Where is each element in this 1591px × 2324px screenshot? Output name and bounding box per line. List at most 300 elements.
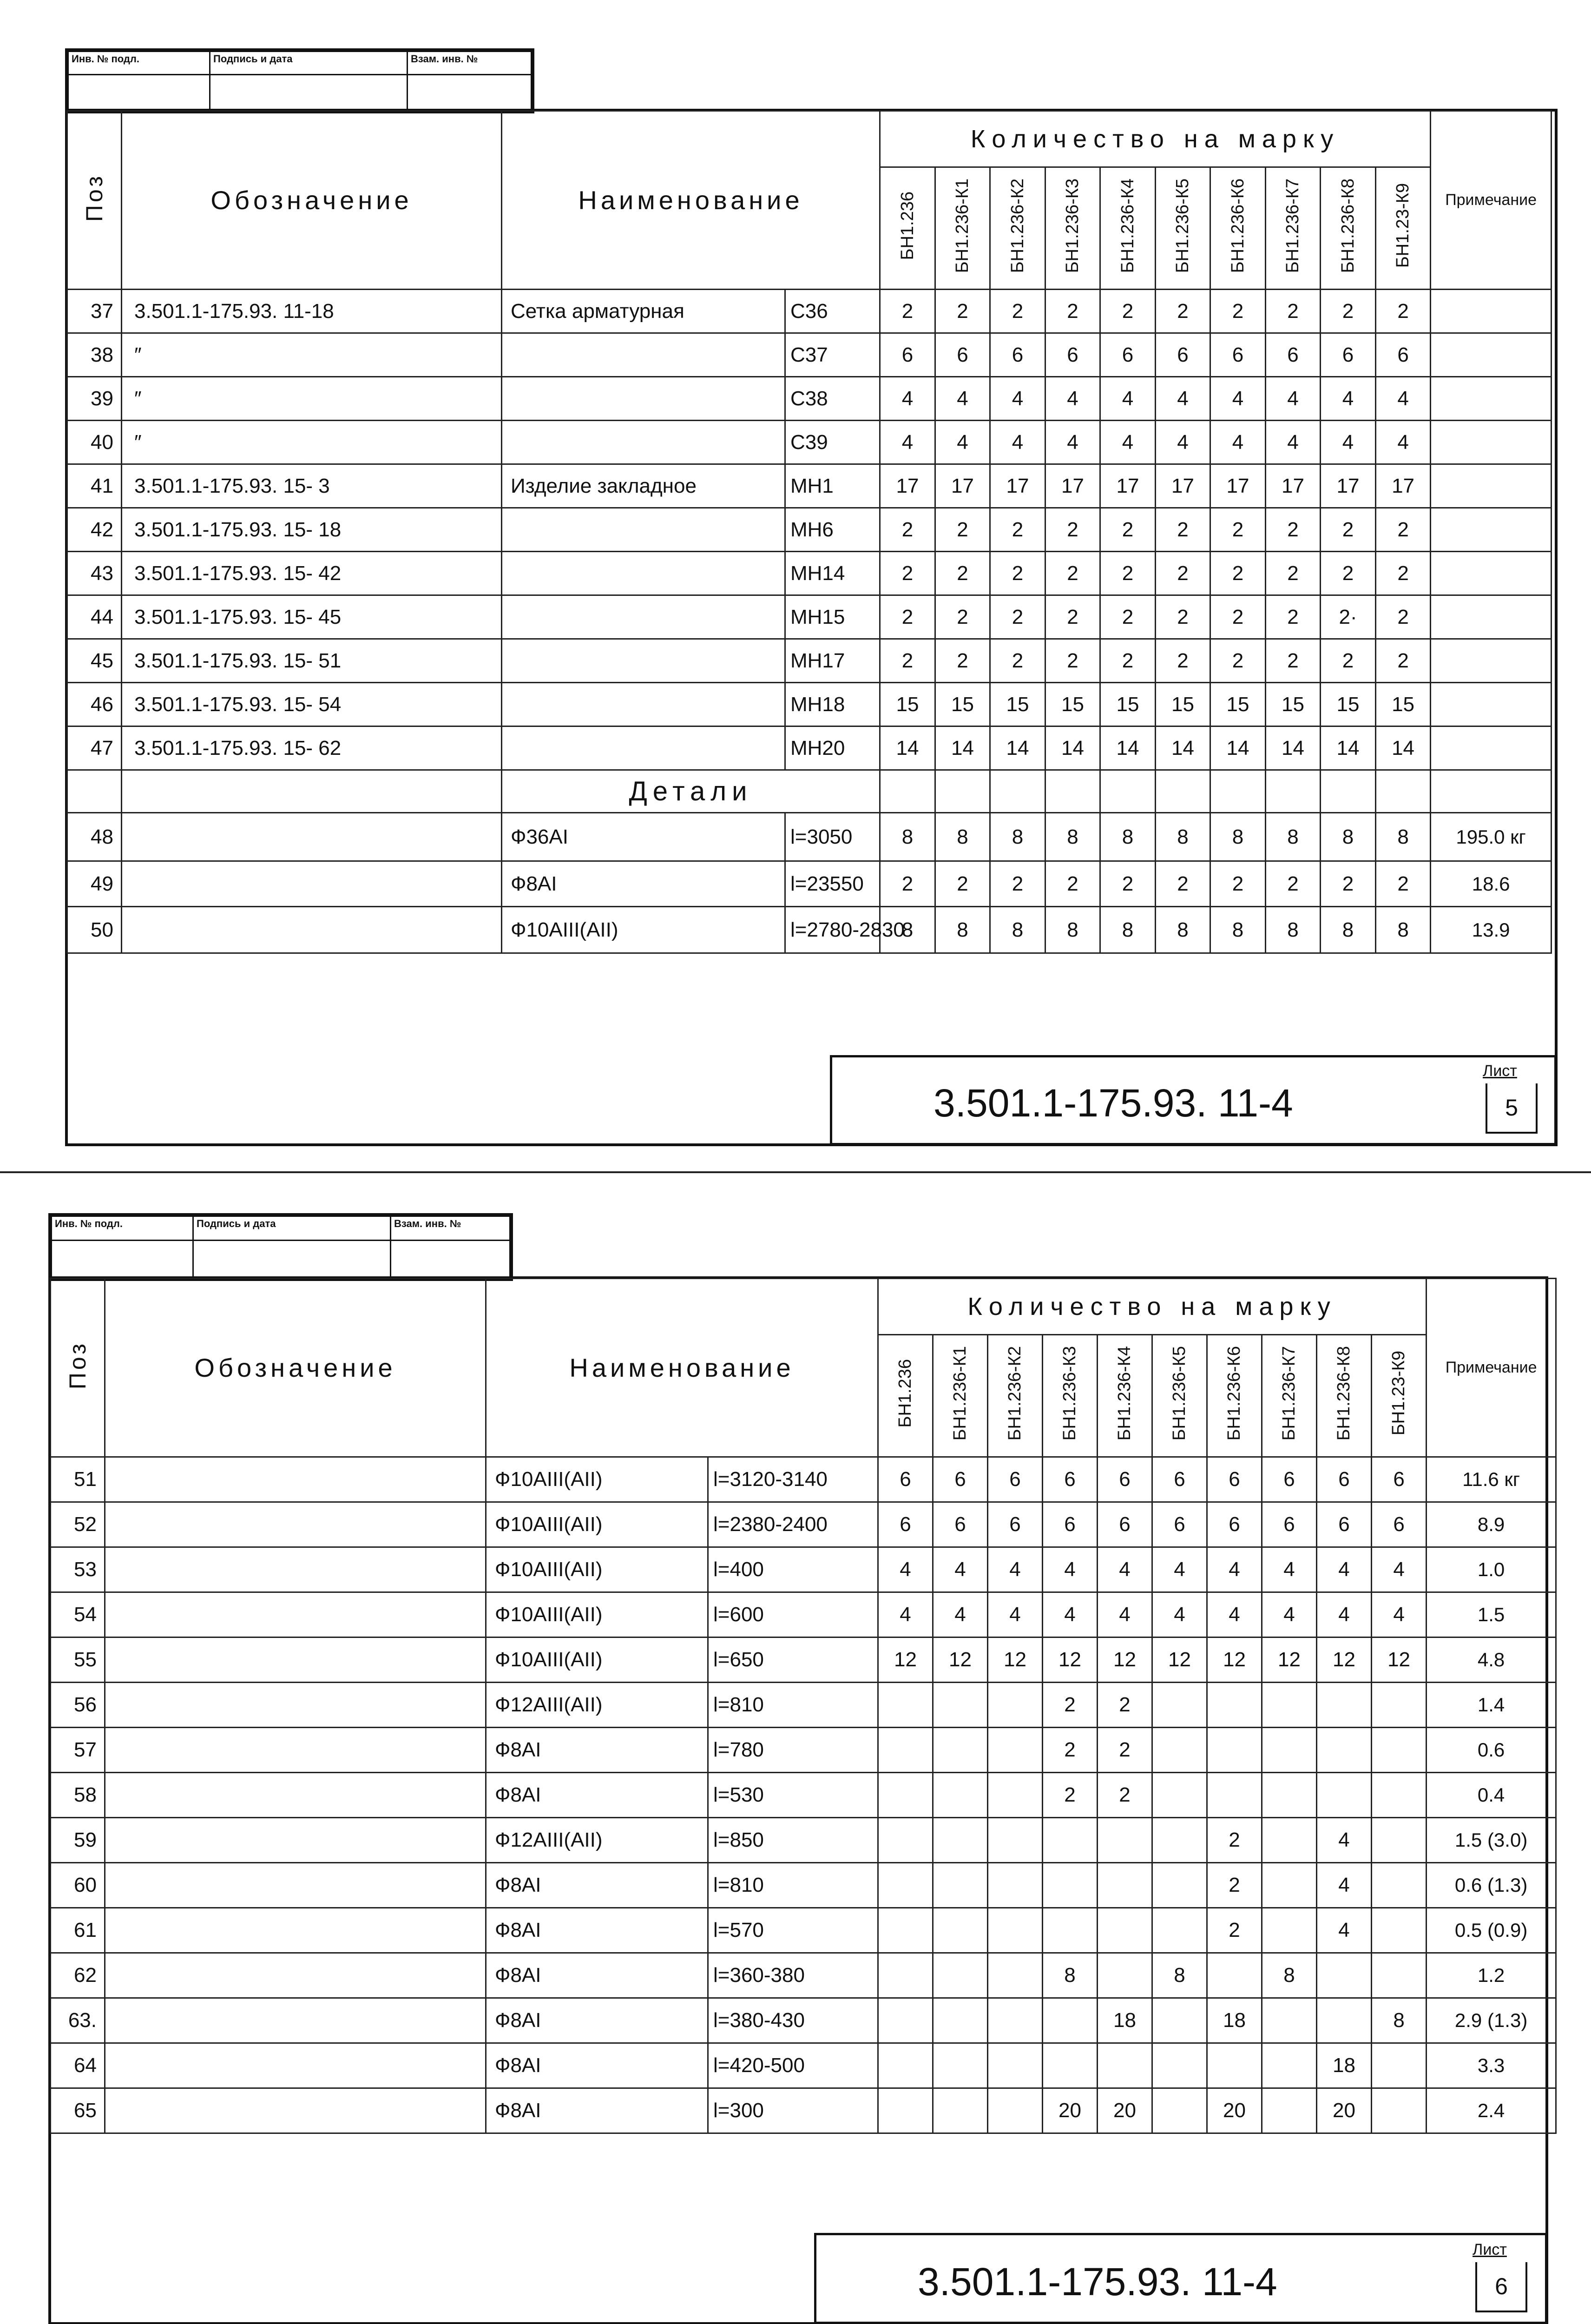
qty-cell bbox=[1043, 2043, 1098, 2088]
qty-cell: 2 bbox=[1210, 595, 1266, 639]
spec-table-sheet5 bbox=[66, 110, 1552, 954]
note-cell: 18.6 bbox=[1431, 861, 1552, 907]
qty-cell: 17 bbox=[1376, 464, 1431, 508]
qty-cell: 20 bbox=[1098, 2088, 1152, 2133]
pos-cell: 60 bbox=[51, 1863, 105, 1908]
document-code: 3.501.1-175.93. 11-4 bbox=[934, 1081, 1293, 1125]
qty-cell: 8 bbox=[1266, 907, 1321, 953]
qty-cell: 8 bbox=[1156, 813, 1210, 861]
qty-cell bbox=[1262, 2043, 1317, 2088]
qty-cell: 15 bbox=[990, 683, 1045, 726]
mark-label: БН1.236-К5 bbox=[1170, 1346, 1190, 1441]
qty-cell: 6 bbox=[878, 1457, 933, 1502]
mark-label: БН1.236-К2 bbox=[1007, 178, 1027, 273]
table-row bbox=[67, 290, 1552, 333]
qty-cell: 6 bbox=[1317, 1457, 1372, 1502]
qty-cell: 12 bbox=[1152, 1637, 1207, 1683]
qty-cell bbox=[933, 1908, 988, 1953]
section-row bbox=[67, 770, 1552, 813]
qty-cell: 12 bbox=[1372, 1637, 1427, 1683]
qty-cell: 4 bbox=[1376, 421, 1431, 464]
qty-cell bbox=[1372, 1908, 1427, 1953]
table-row bbox=[67, 726, 1552, 770]
qty-cell: 8 bbox=[1043, 1953, 1098, 1998]
qty-cell bbox=[1372, 1818, 1427, 1863]
qty-cell bbox=[1317, 1953, 1372, 1998]
filler-row bbox=[67, 953, 1552, 954]
mark-cell: l=360-380 bbox=[708, 1953, 878, 1998]
qty-cell: 8 bbox=[1376, 813, 1431, 861]
name-cell: Ф8АI bbox=[486, 1998, 708, 2043]
mark-label: БН1.236-К3 bbox=[1060, 1346, 1080, 1441]
name-cell: Ф10АIII(АII) bbox=[486, 1457, 708, 1502]
table-row bbox=[67, 639, 1552, 683]
mark-label: БН1.236-К6 bbox=[1228, 178, 1248, 273]
header-mark-8 bbox=[1262, 1335, 1317, 1457]
designation-cell: 3.501.1-175.93. 15- 62 bbox=[122, 726, 502, 770]
qty-cell: 4 bbox=[1262, 1547, 1317, 1592]
mark-cell: l=2380-2400 bbox=[708, 1502, 878, 1547]
qty-cell bbox=[1152, 1863, 1207, 1908]
table-row bbox=[51, 1683, 1556, 1728]
mark-cell: l=300 bbox=[708, 2088, 878, 2133]
stamp-vzam-label: Взам. инв. № bbox=[391, 1216, 510, 1241]
qty-cell: 14 bbox=[1321, 726, 1376, 770]
mark-label: БН1.236-К8 bbox=[1334, 1346, 1354, 1441]
qty-cell: 12 bbox=[1207, 1637, 1262, 1683]
qty-cell: 8 bbox=[880, 813, 935, 861]
qty-cell: 14 bbox=[1045, 726, 1100, 770]
mark-cell: С37 bbox=[785, 333, 880, 377]
qty-cell: 2 bbox=[1098, 1683, 1152, 1728]
qty-cell: 17 bbox=[1100, 464, 1156, 508]
qty-cell: 15 bbox=[1210, 683, 1266, 726]
qty-cell: 4 bbox=[880, 421, 935, 464]
mark-cell: l=850 bbox=[708, 1818, 878, 1863]
pos-cell: 54 bbox=[51, 1592, 105, 1637]
qty-cell: 4 bbox=[933, 1592, 988, 1637]
qty-cell: 14 bbox=[1100, 726, 1156, 770]
qty-cell: 2 bbox=[1376, 861, 1431, 907]
qty-cell: 14 bbox=[1266, 726, 1321, 770]
qty-cell: 6 bbox=[988, 1502, 1043, 1547]
mark-label: БН1.236-К4 bbox=[1115, 1346, 1135, 1441]
qty-cell: 8 bbox=[1372, 1998, 1427, 2043]
qty-cell: 2 bbox=[1376, 552, 1431, 595]
qty-cell bbox=[1262, 1863, 1317, 1908]
qty-cell: 2 bbox=[1156, 552, 1210, 595]
qty-cell bbox=[1262, 1683, 1317, 1728]
qty-cell: 8 bbox=[1100, 907, 1156, 953]
pos-cell: 46 bbox=[67, 683, 122, 726]
pos-cell: 44 bbox=[67, 595, 122, 639]
mark-cell: С38 bbox=[785, 377, 880, 421]
qty-cell: 2 bbox=[1045, 595, 1100, 639]
qty-cell: 2 bbox=[1376, 595, 1431, 639]
qty-cell: 6 bbox=[1043, 1457, 1098, 1502]
qty-cell bbox=[1152, 2088, 1207, 2133]
approval-stamp-sheet6 bbox=[48, 1213, 513, 1281]
qty-cell: 2 bbox=[1321, 861, 1376, 907]
qty-cell: 6 bbox=[1376, 333, 1431, 377]
qty-cell bbox=[988, 1908, 1043, 1953]
qty-cell bbox=[1207, 1773, 1262, 1818]
qty-cell: 2 bbox=[1210, 552, 1266, 595]
table-row bbox=[67, 813, 1552, 861]
qty-cell: 6 bbox=[1045, 333, 1100, 377]
qty-cell bbox=[1262, 1998, 1317, 2043]
name-cell bbox=[502, 639, 785, 683]
pos-cell: 65 bbox=[51, 2088, 105, 2133]
document-code: 3.501.1-175.93. 11-4 bbox=[918, 2260, 1277, 2304]
mark-cell: l=400 bbox=[708, 1547, 878, 1592]
pos-cell: 39 bbox=[67, 377, 122, 421]
name-cell: Ф8АI bbox=[486, 2088, 708, 2133]
mark-label: БН1.236-К2 bbox=[1005, 1346, 1025, 1441]
name-cell bbox=[502, 683, 785, 726]
designation-cell bbox=[105, 1908, 486, 1953]
qty-cell bbox=[1317, 1683, 1372, 1728]
note-cell bbox=[1431, 508, 1552, 552]
designation-cell bbox=[105, 1728, 486, 1773]
qty-cell bbox=[1372, 2088, 1427, 2133]
name-cell bbox=[502, 726, 785, 770]
qty-cell: 2 bbox=[880, 595, 935, 639]
qty-cell: 2 bbox=[990, 595, 1045, 639]
qty-cell bbox=[1317, 1998, 1372, 2043]
qty-cell: 20 bbox=[1043, 2088, 1098, 2133]
qty-cell: 14 bbox=[1156, 726, 1210, 770]
qty-cell: 12 bbox=[878, 1637, 933, 1683]
table-row bbox=[51, 1818, 1556, 1863]
qty-cell: 2 bbox=[1266, 290, 1321, 333]
qty-cell bbox=[988, 1683, 1043, 1728]
qty-cell bbox=[988, 1953, 1043, 1998]
qty-cell: 6 bbox=[1156, 333, 1210, 377]
note-cell: 13.9 bbox=[1431, 907, 1552, 953]
mark-label: БН1.236-К8 bbox=[1338, 178, 1358, 273]
qty-cell: 14 bbox=[880, 726, 935, 770]
page-divider bbox=[0, 1171, 1591, 1173]
qty-cell: 2 bbox=[935, 639, 990, 683]
qty-cell: 2 bbox=[935, 552, 990, 595]
header-naimenovanie: Наименование bbox=[486, 1279, 878, 1457]
stamp-vzam-label: Взам. инв. № bbox=[408, 52, 532, 75]
qty-cell: 20 bbox=[1207, 2088, 1262, 2133]
qty-cell: 2 bbox=[1100, 595, 1156, 639]
qty-cell bbox=[1372, 1863, 1427, 1908]
qty-cell: 4 bbox=[1045, 421, 1100, 464]
qty-cell: 8 bbox=[1321, 907, 1376, 953]
qty-cell: 4 bbox=[1266, 421, 1321, 464]
note-cell: 0.6 bbox=[1427, 1728, 1556, 1773]
mark-cell: l=810 bbox=[708, 1863, 878, 1908]
qty-cell: 6 bbox=[1262, 1457, 1317, 1502]
qty-cell: 8 bbox=[935, 813, 990, 861]
pos-cell: 61 bbox=[51, 1908, 105, 1953]
qty-cell: 2 bbox=[1100, 290, 1156, 333]
designation-cell bbox=[105, 1502, 486, 1547]
pos-cell: 50 bbox=[67, 907, 122, 953]
qty-cell: 2 bbox=[1045, 508, 1100, 552]
mark-cell: l=780 bbox=[708, 1728, 878, 1773]
header-poz bbox=[51, 1279, 105, 1457]
qty-cell: 15 bbox=[880, 683, 935, 726]
name-cell: Ф12АIII(АII) bbox=[486, 1683, 708, 1728]
qty-cell: 2 bbox=[880, 861, 935, 907]
qty-cell: 4 bbox=[1321, 377, 1376, 421]
qty-cell bbox=[878, 1818, 933, 1863]
designation-cell bbox=[122, 907, 502, 953]
qty-cell bbox=[1098, 1818, 1152, 1863]
qty-cell: 6 bbox=[1152, 1457, 1207, 1502]
qty-cell: 15 bbox=[1321, 683, 1376, 726]
qty-cell: 2 bbox=[1207, 1818, 1262, 1863]
mark-label: БН1.23-К9 bbox=[1393, 183, 1413, 268]
qty-cell: 8 bbox=[990, 907, 1045, 953]
mark-cell: l=600 bbox=[708, 1592, 878, 1637]
header-mark-10 bbox=[1376, 167, 1431, 290]
qty-cell: 2 bbox=[1156, 508, 1210, 552]
qty-cell: 6 bbox=[1262, 1502, 1317, 1547]
name-cell: Ф8АI bbox=[486, 1908, 708, 1953]
mark-cell: С39 bbox=[785, 421, 880, 464]
table-row bbox=[67, 683, 1552, 726]
qty-cell: 8 bbox=[990, 813, 1045, 861]
qty-cell: 6 bbox=[1152, 1502, 1207, 1547]
header-kolichestvo: Количество на марку bbox=[878, 1279, 1427, 1335]
qty-cell: 2 bbox=[880, 552, 935, 595]
qty-cell bbox=[1207, 1953, 1262, 1998]
qty-cell: 6 bbox=[1372, 1457, 1427, 1502]
designation-cell bbox=[105, 1592, 486, 1637]
note-cell: 2.4 bbox=[1427, 2088, 1556, 2133]
qty-cell: 2 bbox=[1210, 861, 1266, 907]
note-cell: 0.6 (1.3) bbox=[1427, 1863, 1556, 1908]
mark-cell: С36 bbox=[785, 290, 880, 333]
name-cell: Ф12АIII(АII) bbox=[486, 1818, 708, 1863]
qty-cell: 15 bbox=[935, 683, 990, 726]
note-cell: 11.6 кг bbox=[1427, 1457, 1556, 1502]
note-cell: 0.4 bbox=[1427, 1773, 1556, 1818]
qty-cell: 8 bbox=[1262, 1953, 1317, 1998]
qty-cell: 6 bbox=[1207, 1502, 1262, 1547]
qty-cell: 14 bbox=[935, 726, 990, 770]
mark-cell: l=2780-2830 bbox=[785, 907, 880, 953]
qty-cell: 4 bbox=[1317, 1818, 1372, 1863]
qty-cell: 2 bbox=[1321, 639, 1376, 683]
qty-cell: 2 bbox=[990, 861, 1045, 907]
table-row bbox=[67, 333, 1552, 377]
mark-cell: МН15 bbox=[785, 595, 880, 639]
designation-cell: 3.501.1-175.93. 15- 51 bbox=[122, 639, 502, 683]
qty-cell bbox=[878, 2088, 933, 2133]
qty-cell: 6 bbox=[1098, 1502, 1152, 1547]
note-cell bbox=[1431, 595, 1552, 639]
qty-cell bbox=[1372, 2043, 1427, 2088]
qty-cell bbox=[1043, 1863, 1098, 1908]
sheet-label: Лист bbox=[1473, 2241, 1507, 2258]
qty-cell bbox=[1043, 1908, 1098, 1953]
header-poz-label: Поз bbox=[81, 173, 107, 222]
qty-cell: 8 bbox=[1376, 907, 1431, 953]
qty-cell: 4 bbox=[933, 1547, 988, 1592]
designation-cell bbox=[105, 1637, 486, 1683]
qty-cell: 4 bbox=[1372, 1547, 1427, 1592]
name-cell bbox=[502, 595, 785, 639]
pos-cell: 57 bbox=[51, 1728, 105, 1773]
qty-cell: 6 bbox=[1043, 1502, 1098, 1547]
qty-cell: 6 bbox=[933, 1457, 988, 1502]
qty-cell: 2 bbox=[1100, 639, 1156, 683]
mark-label: БН1.236-К1 bbox=[950, 1346, 970, 1441]
qty-cell bbox=[878, 2043, 933, 2088]
mark-cell: l=3050 bbox=[785, 813, 880, 861]
note-cell: 3.3 bbox=[1427, 2043, 1556, 2088]
qty-cell: 2 bbox=[1156, 861, 1210, 907]
designation-cell bbox=[105, 1773, 486, 1818]
qty-cell bbox=[1152, 1818, 1207, 1863]
mark-label: БН1.236-К6 bbox=[1224, 1346, 1244, 1441]
pos-cell: 51 bbox=[51, 1457, 105, 1502]
qty-cell: 4 bbox=[1207, 1547, 1262, 1592]
qty-cell: 2 bbox=[1376, 639, 1431, 683]
qty-cell: 4 bbox=[1156, 377, 1210, 421]
pos-cell: 58 bbox=[51, 1773, 105, 1818]
name-cell: Ф10АIII(АII) bbox=[502, 907, 785, 953]
note-cell: 1.2 bbox=[1427, 1953, 1556, 1998]
header-mark-2 bbox=[935, 167, 990, 290]
qty-cell: 2 bbox=[990, 639, 1045, 683]
qty-cell bbox=[1317, 1773, 1372, 1818]
qty-cell: 6 bbox=[1210, 333, 1266, 377]
qty-cell: 4 bbox=[990, 421, 1045, 464]
table-row bbox=[51, 2088, 1556, 2133]
qty-cell: 4 bbox=[1317, 1592, 1372, 1637]
note-cell: 2.9 (1.3) bbox=[1427, 1998, 1556, 2043]
qty-cell: 6 bbox=[878, 1502, 933, 1547]
note-cell: 1.0 bbox=[1427, 1547, 1556, 1592]
pos-cell: 64 bbox=[51, 2043, 105, 2088]
pos-cell: 38 bbox=[67, 333, 122, 377]
designation-cell: 3.501.1-175.93. 11-18 bbox=[122, 290, 502, 333]
qty-cell: 4 bbox=[935, 377, 990, 421]
qty-cell: 2 bbox=[935, 861, 990, 907]
header-mark-9 bbox=[1321, 167, 1376, 290]
mark-cell: МН20 bbox=[785, 726, 880, 770]
qty-cell: 8 bbox=[1321, 813, 1376, 861]
mark-cell: МН1 bbox=[785, 464, 880, 508]
pos-cell: 45 bbox=[67, 639, 122, 683]
designation-cell bbox=[122, 813, 502, 861]
qty-cell bbox=[878, 1953, 933, 1998]
header-mark-2 bbox=[933, 1335, 988, 1457]
note-cell bbox=[1431, 421, 1552, 464]
qty-cell bbox=[1098, 1908, 1152, 1953]
qty-cell: 8 bbox=[1045, 907, 1100, 953]
mark-label: БН1.236 bbox=[895, 1359, 915, 1428]
designation-cell bbox=[105, 1863, 486, 1908]
table-row bbox=[51, 1592, 1556, 1637]
stamp-inv-podl-label: Инв. № подл. bbox=[68, 52, 210, 75]
table-row bbox=[51, 1457, 1556, 1502]
name-cell: Ф10АIII(АII) bbox=[486, 1502, 708, 1547]
qty-cell bbox=[988, 1863, 1043, 1908]
note-cell: 0.5 (0.9) bbox=[1427, 1908, 1556, 1953]
note-cell: 8.9 bbox=[1427, 1502, 1556, 1547]
pos-cell: 40 bbox=[67, 421, 122, 464]
qty-cell: 2 bbox=[990, 290, 1045, 333]
qty-cell bbox=[988, 2043, 1043, 2088]
qty-cell: 4 bbox=[1207, 1592, 1262, 1637]
qty-cell: 2 bbox=[1321, 508, 1376, 552]
qty-cell: 8 bbox=[1100, 813, 1156, 861]
qty-cell: 15 bbox=[1266, 683, 1321, 726]
mark-label: БН1.236-К4 bbox=[1118, 178, 1137, 273]
name-cell bbox=[502, 552, 785, 595]
qty-cell: 17 bbox=[880, 464, 935, 508]
qty-cell bbox=[1043, 1998, 1098, 2043]
qty-cell bbox=[988, 1998, 1043, 2043]
table-row bbox=[67, 907, 1552, 953]
designation-cell: 3.501.1-175.93. 15- 54 bbox=[122, 683, 502, 726]
name-cell: Ф8АI bbox=[486, 1863, 708, 1908]
qty-cell: 2 bbox=[1100, 861, 1156, 907]
sheet-number: 6 bbox=[1475, 2262, 1527, 2312]
qty-cell: 2 bbox=[1266, 861, 1321, 907]
pos-cell: 55 bbox=[51, 1637, 105, 1683]
designation-cell bbox=[105, 1998, 486, 2043]
table-row bbox=[51, 1728, 1556, 1773]
qty-cell: 6 bbox=[1100, 333, 1156, 377]
qty-cell: 4 bbox=[1098, 1547, 1152, 1592]
qty-cell: 4 bbox=[1156, 421, 1210, 464]
qty-cell: 12 bbox=[1098, 1637, 1152, 1683]
qty-cell bbox=[1207, 1683, 1262, 1728]
designation-cell bbox=[122, 861, 502, 907]
qty-cell: 15 bbox=[1376, 683, 1431, 726]
designation-cell bbox=[105, 2088, 486, 2133]
header-mark-6 bbox=[1156, 167, 1210, 290]
qty-cell bbox=[1262, 2088, 1317, 2133]
qty-cell: 2 bbox=[990, 508, 1045, 552]
mark-cell: МН18 bbox=[785, 683, 880, 726]
qty-cell bbox=[1152, 1998, 1207, 2043]
qty-cell: 2 bbox=[1321, 290, 1376, 333]
qty-cell: 12 bbox=[1262, 1637, 1317, 1683]
qty-cell: 2 bbox=[1321, 552, 1376, 595]
qty-cell: 2 bbox=[880, 639, 935, 683]
qty-cell bbox=[988, 1773, 1043, 1818]
qty-cell: 17 bbox=[1321, 464, 1376, 508]
qty-cell: 6 bbox=[1207, 1457, 1262, 1502]
qty-cell bbox=[878, 1773, 933, 1818]
qty-cell: 17 bbox=[1045, 464, 1100, 508]
qty-cell: 8 bbox=[880, 907, 935, 953]
table-row bbox=[51, 1953, 1556, 1998]
header-primechanie: Примечание bbox=[1431, 111, 1552, 290]
qty-cell: 15 bbox=[1100, 683, 1156, 726]
qty-cell: 2 bbox=[1210, 639, 1266, 683]
name-cell: Ф10АIII(АII) bbox=[486, 1592, 708, 1637]
mark-cell: МН17 bbox=[785, 639, 880, 683]
header-poz bbox=[67, 111, 122, 290]
mark-label: БН1.236-К7 bbox=[1283, 178, 1303, 273]
spec-table-sheet6 bbox=[50, 1278, 1557, 2134]
qty-cell: 4 bbox=[1321, 421, 1376, 464]
mark-label: БН1.236-К1 bbox=[953, 178, 973, 273]
qty-cell: 17 bbox=[1266, 464, 1321, 508]
